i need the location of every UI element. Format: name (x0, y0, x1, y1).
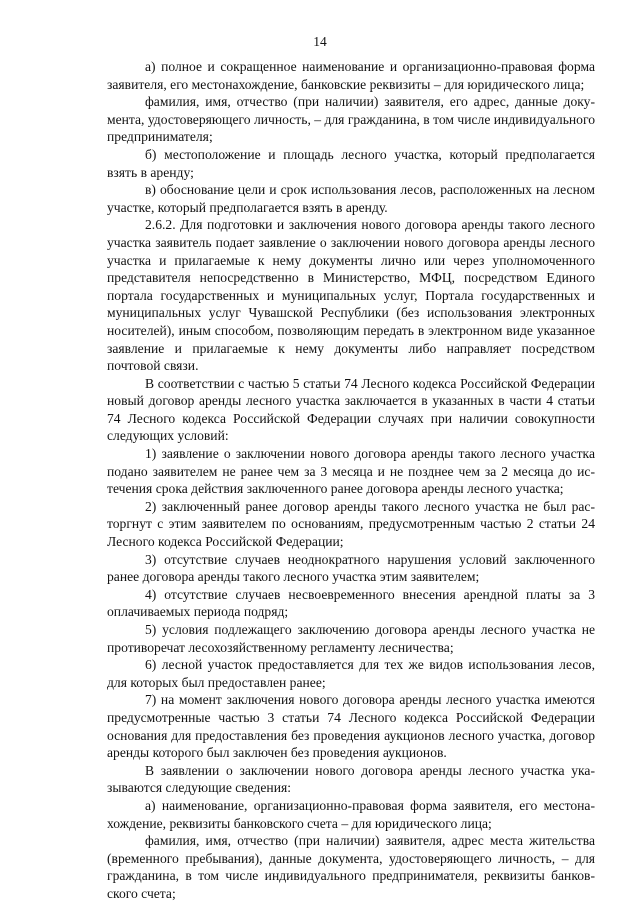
paragraph-13: 7) на момент заключения нового договора аренды лесного участка имеются предусмотренные частью 3 статьи 74 Лесного кодекса Российской Федерации основания для предоставления без проведения аукционов лесного участка, договор аренды которого был заключен без проведения аукционов. (107, 692, 595, 761)
paragraph-12: 6) лесной участок предоставляется для тех же видов использования лесов, для которых был предоставлен ранее; (107, 657, 595, 690)
paragraph-3: б) местоположение и площадь лесного участка, который предполагается взять в аренду; (107, 146, 595, 180)
paragraph-5: 2.6.2. Для подготовки и заключения нового договора аренды такого лесного участка заявитель подает заявление о заключении нового договора аренды лесного участка и прилагаемые к нему документы лично или через уполномоченного представителя непосредственно в Министерство, МФЦ, посредством Единого портала государственных и муниципальных услуг, Портала государственных и муниципальных услуг Чувашской Республики (без использования электронных носителей), иным способом, позволяющим передать в электронном виде указанное заявление и прилагаемые к нему документы либо направляет посредством почтовой связи. (107, 217, 595, 374)
page-number: 14 (313, 34, 327, 49)
paragraph-8: 2) заключенный ранее договор аренды такого лесного участка не был расторгнут с этим заявителем по основаниям, предусмотренным частью 2 статьи 24 Лесного кодекса Российской Федерации; (107, 498, 595, 550)
paragraph-2: фамилия, имя, отчество (при наличии) заявителя, его адрес, данные документа, удостоверяющего личность, – для гражданина, в том числе индивидуального предпринимателя; (107, 94, 595, 145)
paragraph-15: а) наименование, организационно-правовая форма заявителя, его местонахождение, реквизиты банковского счета – для юридического лица; (107, 797, 595, 831)
paragraph-16: фамилия, имя, отчество (при наличии) заявителя, адрес места жительства (временного пребывания), данные документа, удостоверяющего личность, – для гражданина, в том числе индивидуального предпринимателя, реквизиты банковского счета; (107, 833, 595, 901)
paragraph-4: в) обоснование цели и срок использования лесов, расположенных на лесном участке, который предполагается взять в аренду. (107, 182, 595, 215)
paragraph-7: 1) заявление о заключении нового договора аренды такого лесного участка подано заявителем не ранее чем за 3 месяца и не позднее чем за 2 месяца до истечения срока действия заключенного ранее договора аренды лесного участка; (107, 446, 595, 497)
paragraph-14: В заявлении о заключении нового договора аренды лесного участка указываются следующие сведения: (107, 762, 595, 796)
paragraph-9: 3) отсутствие случаев неоднократного нарушения условий заключенного ранее договора аренды такого лесного участка этим заявителем; (107, 551, 595, 585)
paragraph-11: 5) условия подлежащего заключению договора аренды лесного участка не противоречат лесохозяйственному регламенту лесничества; (107, 622, 595, 655)
paragraph-10: 4) отсутствие случаев несвоевременного внесения арендной платы за 3 оплачиваемых периода подряд; (107, 586, 595, 620)
paragraph-1: а) полное и сокращенное наименование и организационно-правовая форма заявителя, его местонахождение, банковские реквизиты – для юридического лица; (107, 59, 595, 92)
paragraph-6: В соответствии с частью 5 статьи 74 Лесного кодекса Российской Федерации новый договор аренды лесного участка заключается в указанных в части 4 статьи 74 Лесного кодекса Российской Федерации случаях при наличии совокупности следующих условий: (107, 375, 595, 444)
document-body (107, 58, 595, 903)
